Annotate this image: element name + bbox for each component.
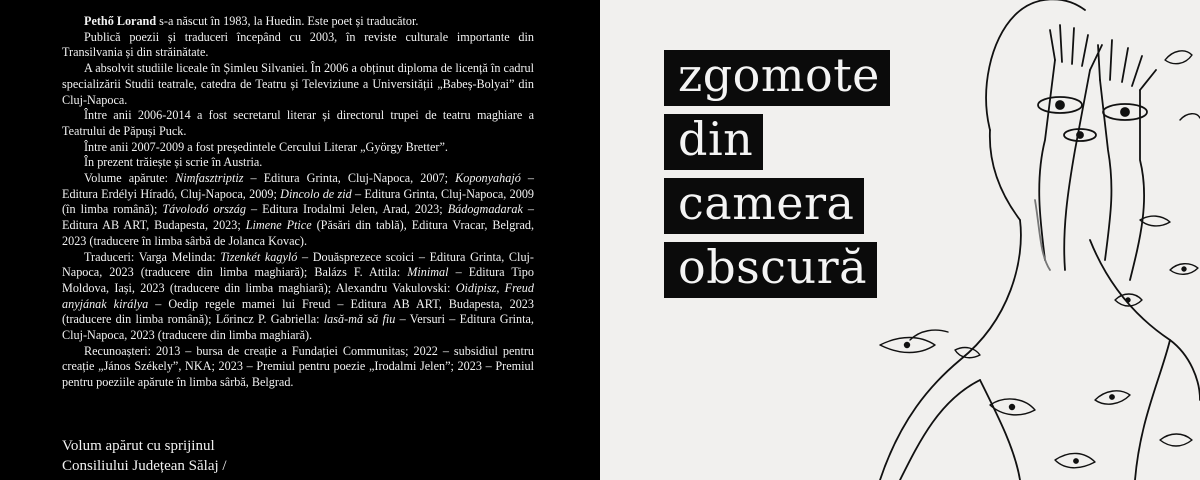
bio-paragraph-awards: Recunoașteri: 2013 – bursa de creație a Fundației Communitas; 2022 – subsidiul pentru creație „János Székely”, NKA; 2023 – Premiul pentru poezie „Irodalmi Jelen”; 2023 – Premiul pentru poeziile apărute în limba sârbă, Belgrad. bbox=[62, 343, 534, 390]
figure-covering-eyes-illustration bbox=[840, 0, 1200, 480]
book-title: Távolodó ország bbox=[162, 202, 246, 217]
bio-paragraph-translations bbox=[62, 250, 534, 344]
bio-paragraph-present: În prezent trăiește și scrie în Austria. bbox=[84, 155, 263, 170]
bio-paragraph-birth bbox=[62, 14, 534, 30]
bio-paragraph-volumes bbox=[62, 171, 534, 250]
title-line-4: obscură bbox=[664, 242, 877, 298]
author-bio bbox=[62, 14, 534, 391]
book-title: Minimal bbox=[407, 265, 449, 280]
book-title: Dincolo de zid bbox=[280, 186, 352, 201]
support-line-2: Consiliului Județean Sălaj / bbox=[62, 458, 227, 474]
text: – Editura AB ART, Budapesta, 2023; bbox=[62, 202, 534, 233]
book-title: Nimfasztriptiz bbox=[175, 171, 244, 186]
text: (Păsări din tablă), Editura Vracar, Belgrad, 2023 (traducere în limba sârbă de Jolanca Kovac). bbox=[62, 218, 534, 248]
bio-paragraph-publications: Publică poezii și traduceri începând cu 2003, în reviste culturale importante din Transilvania și din străinătate. bbox=[62, 29, 534, 60]
text: – Editura Irodalmi Jelen, Arad, 2023; bbox=[245, 202, 448, 217]
book-title: Koponyahajó bbox=[455, 171, 521, 186]
support-note bbox=[62, 436, 322, 476]
text: Traduceri: Varga Melinda: bbox=[84, 249, 221, 264]
title-line-3: camera bbox=[664, 178, 864, 234]
text: Volume apărute: bbox=[84, 171, 176, 186]
front-cover bbox=[600, 0, 1200, 480]
text: – Editura Tipo Moldova, Iași, 2023 (traducere din limba maghiară); Alexandru Vakulovski: bbox=[62, 265, 534, 295]
bio-paragraph-studies: A absolvit studiile liceale în Șimleu Silvaniei. În 2006 a obținut diploma de licență în cadrul specializării Studii teatrale, catedra de Teatru și Televiziune a Universității „Babeș-Bolyai” din Cluj-Napoca. bbox=[62, 61, 534, 107]
book-title: lasă-mă să fiu bbox=[323, 312, 396, 327]
title-line-2: din bbox=[664, 114, 763, 170]
title-line-1: zgomote bbox=[664, 50, 890, 106]
book-title: Bádogmadarak bbox=[447, 202, 523, 217]
book-title: Tizenkét kagyló bbox=[220, 249, 298, 264]
bio-paragraph-circle: Între anii 2007-2009 a fost președintele Cercului Literar „György Bretter”. bbox=[84, 139, 448, 154]
book-title: Limene Ptice bbox=[245, 218, 312, 233]
text: – Editura Erdélyi Híradó, Cluj-Napoca, 2009; bbox=[62, 171, 534, 201]
text: – Editura Grinta, Cluj-Napoca, 2007; bbox=[243, 171, 456, 186]
text: – Douăsprezece scoici – Editura Grinta, Cluj-Napoca, 2023 (traducere din limba maghiară); Balázs F. Attila: bbox=[62, 249, 534, 280]
bio-text: s-a născut în 1983, la Huedin. Este poet și traducător. bbox=[156, 14, 419, 28]
author-name: Pethő Lorand bbox=[84, 14, 157, 28]
book-title: Oidipisz, Freud anyjának királya bbox=[62, 280, 534, 311]
bio-paragraph-theatre: Între anii 2006-2014 a fost secretarul literar și directorul trupei de teatru maghiare a Teatrului de Păpuși Puck. bbox=[62, 108, 534, 138]
text: – Versuri – Editura Grinta, Cluj-Napoca, 2023 (traducere din limba maghiară). bbox=[62, 312, 534, 343]
support-line-1: Volum apărut cu sprijinul bbox=[62, 438, 215, 454]
text: – Oedip regele mamei lui Freud – Editura AB ART, Budapesta, 2023 (traducere din limba română); Lőrincz P. Gabriella: bbox=[62, 296, 534, 327]
text: – Editura Grinta, Cluj-Napoca, 2009 (în limba română); bbox=[62, 186, 535, 217]
